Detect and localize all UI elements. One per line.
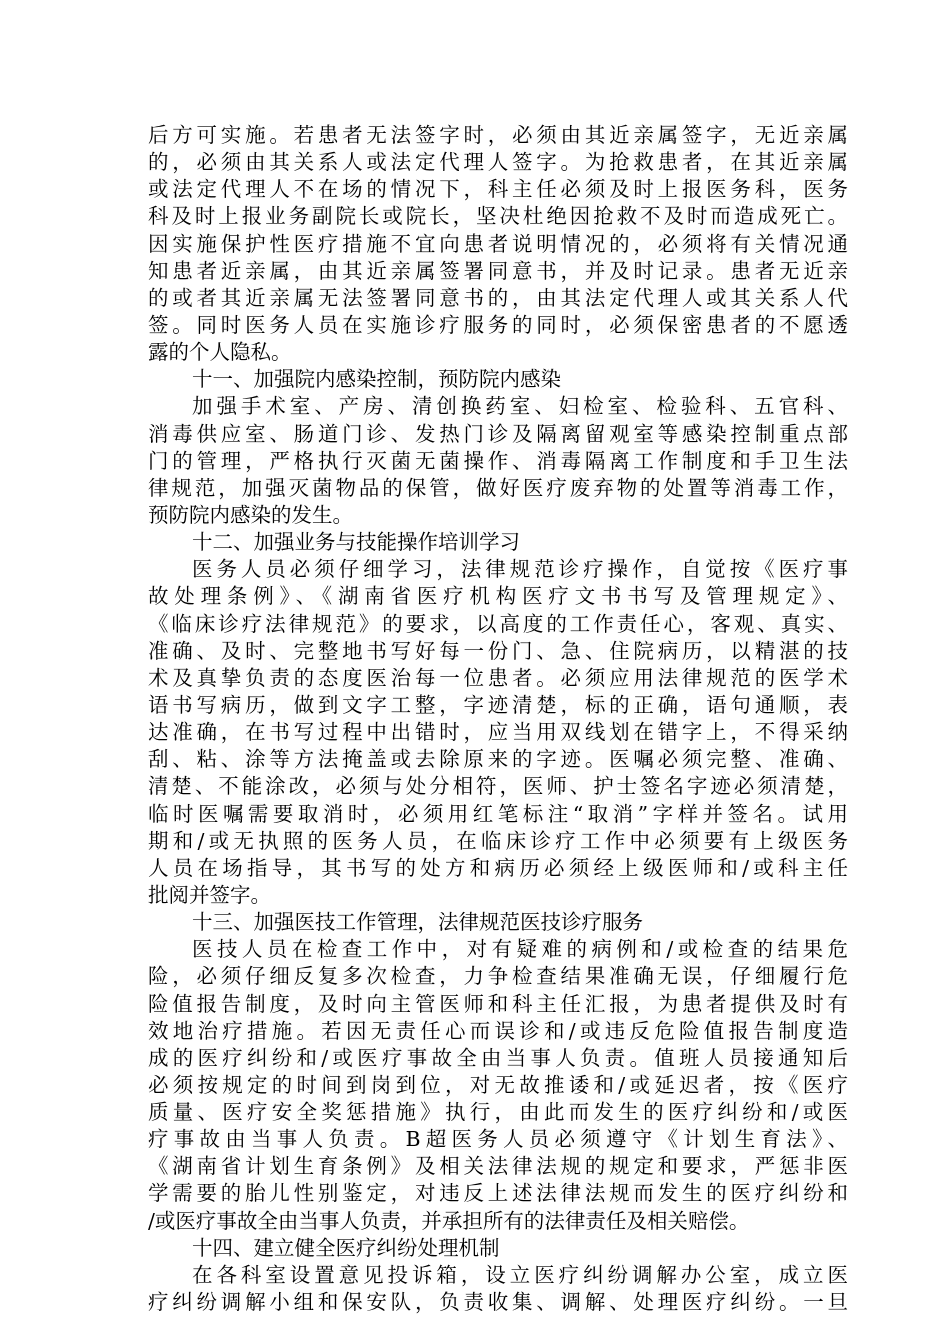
text-line: 刮、粘、涂等方法掩盖或去除原来的字迹。医嘱必须完整、准确、 [148,747,848,772]
text-line: 疗事故由当事人负责。B超医务人员必须遵守《计划生育法》、 [148,1127,848,1152]
text-line: 清楚、不能涂改，必须与处分相符，医师、护士签名字迹必须清楚， [148,774,848,799]
text-line: 期和/或无执照的医务人员，在临床诊疗工作中必须要有上级医务 [148,828,848,853]
text-line: 临时医嘱需要取消时，必须用红笔标注“取消”字样并签名。试用 [148,801,848,826]
text-line: 语书写病历，做到文字工整，字迹清楚，标的正确，语句通顺，表 [148,692,848,717]
section-heading-12: 十二、加强业务与技能操作培训学习 [192,530,520,555]
section-heading-14: 十四、建立健全医疗纠纷处理机制 [192,1235,500,1260]
text-line: 在各科室设置意见投诉箱，设立医疗纠纷调解办公室，成立医 [192,1262,848,1287]
text-line: 的或者其近亲属无法签署同意书的，由其法定代理人或其关系人代 [148,285,848,310]
section-heading-11: 十一、加强院内感染控制，预防院内感染 [192,367,561,392]
text-line: 律规范，加强灭菌物品的保管，做好医疗废弃物的处置等消毒工作， [148,475,848,500]
text-line: 因实施保护性医疗措施不宜向患者说明情况的，必须将有关情况通 [148,231,848,256]
text-line: /或医疗事故全由当事人负责，并承担所有的法律责任及相关赔偿。 [148,1208,750,1233]
text-line: 《临床诊疗法律规范》的要求，以高度的工作责任心，客观、真实、 [148,611,848,636]
text-line: 质量、医疗安全奖惩措施》执行，由此而发生的医疗纠纷和/或医 [148,1100,848,1125]
text-line: 或法定代理人不在场的情况下，科主任必须及时上报医务科，医务 [148,177,848,202]
text-line: 人员在场指导，其书写的处方和病历必须经上级医师和/或科主任 [148,855,848,880]
text-line: 预防院内感染的发生。 [148,502,353,527]
text-line: 科及时上报业务副院长或院长，坚决杜绝因抢救不及时而造成死亡。 [148,204,848,229]
text-line: 疗纠纷调解小组和保安队，负责收集、调解、处理医疗纠纷。一旦 [148,1290,848,1315]
text-line: 签。同时医务人员在实施诊疗服务的同时，必须保密患者的不愿透 [148,312,848,337]
text-line: 后方可实施。若患者无法签字时，必须由其近亲属签字，无近亲属 [148,123,848,147]
text-line: 险值报告制度，及时向主管医师和科主任汇报，为患者提供及时有 [148,991,848,1016]
text-line: 露的个人隐私。 [148,340,292,365]
text-line: 学需要的胎儿性别鉴定，对违反上述法律法规而发生的医疗纠纷和 [148,1181,848,1206]
text-line: 批阅并签字。 [148,882,271,907]
text-line: 必须按规定的时间到岗到位，对无故推诿和/或延迟者，按《医疗 [148,1072,848,1097]
text-line: 险，必须仔细反复多次检查，力争检查结果准确无误，仔细履行危 [148,964,848,989]
document-body [148,122,848,1316]
text-line: 消毒供应室、肠道门诊、发热门诊及隔离留观室等感染控制重点部 [148,421,848,446]
text-line: 加强手术室、产房、清创换药室、妇检室、检验科、五官科、 [192,394,848,419]
text-line: 达准确，在书写过程中出错时，应当用双线划在错字上，不得采纳 [148,720,848,745]
text-line: 故处理条例》、《湖南省医疗机构医疗文书书写及管理规定》、 [148,584,848,609]
text-line: 医务人员必须仔细学习，法律规范诊疗操作，自觉按《医疗事 [192,557,848,582]
text-line: 术及真挚负责的态度医治每一位患者。必须应用法律规范的医学术 [148,665,848,690]
text-line: 门的管理，严格执行灭菌无菌操作、消毒隔离工作制度和手卫生法 [148,448,848,473]
text-line: 《湖南省计划生育条例》及相关法律法规的规定和要求，严惩非医 [148,1154,848,1179]
text-line: 准确、及时、完整地书写好每一份门、急、住院病历，以精湛的技 [148,638,848,663]
text-line: 知患者近亲属，由其近亲属签署同意书，并及时记录。患者无近亲 [148,258,848,283]
text-line: 的，必须由其关系人或法定代理人签字。为抢救患者，在其近亲属 [148,150,848,175]
text-line: 医技人员在检查工作中，对有疑难的病例和/或检查的结果危 [192,937,848,962]
section-heading-13: 十三、加强医技工作管理，法律规范医技诊疗服务 [192,910,643,935]
text-line: 效地治疗措施。若因无责任心而误诊和/或违反危险值报告制度造 [148,1018,848,1043]
text-line: 成的医疗纠纷和/或医疗事故全由当事人负责。值班人员接通知后 [148,1045,848,1070]
